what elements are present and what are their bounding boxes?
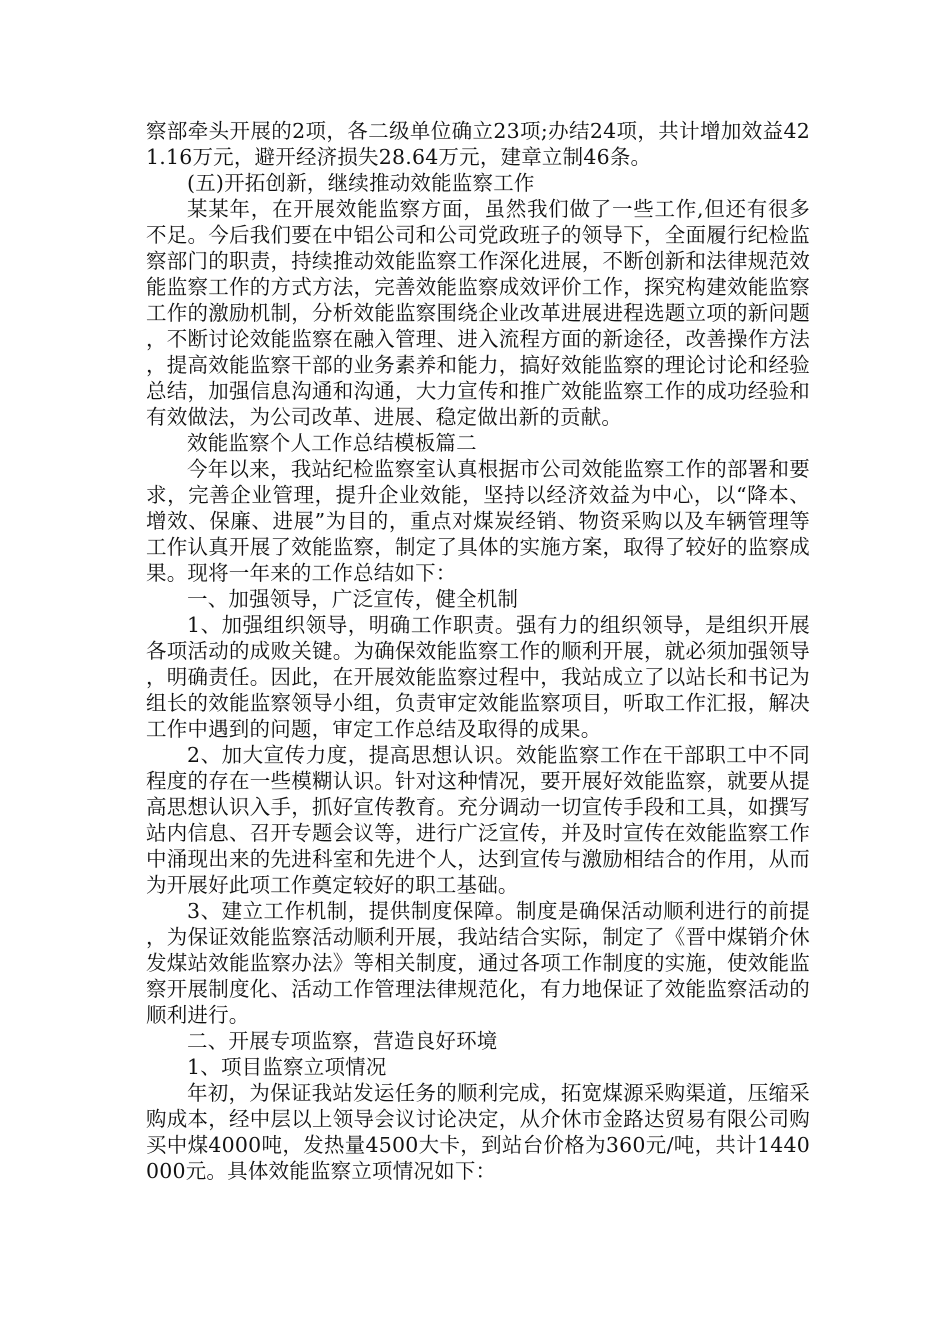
paragraph-item-1: 1、加强组织领导，明确工作职责。强有力的组织领导，是组织开展各项活动的成败关键。为确保效能监察工作的顺利开展，就必须加强领导，明确责任。因此，在开展效能监察过程中，我站成立了以站长和书记为组长的效能监察领导小组，负责审定效能监察项目，听取工作汇报，解决工作中遇到的问题，审定工作总结及取得的成果。 bbox=[146, 613, 810, 741]
paragraph-item-2: 2、加大宣传力度，提高思想认识。效能监察工作在干部职工中不同程度的存在一些模糊认识。针对这种情况，要开展好效能监察，就要从提高思想认识入手，抓好宣传教育。充分调动一切宣传手段和工具，如撰写站内信息、召开专题会议等，进行广泛宣传，并及时宣传在效能监察工作中涌现出来的先进科室和先进个人，达到宣传与激励相结合的作用，从而为开展好此项工作奠定较好的职工基础。 bbox=[146, 743, 810, 897]
section-heading-1: 一、加强领导，广泛宣传，健全机制 bbox=[187, 587, 519, 611]
paragraph-item-3: 3、建立工作机制，提供制度保障。制度是确保活动顺利进行的前提，为保证效能监察活动顺利开展，我站结合实际，制定了《晋中煤销介休发煤站效能监察办法》等相关制度，通过各项工作制度的实施，使效能监察开展制度化、活动工作管理法律规范化，有力地保证了效能监察活动的顺利进行。 bbox=[146, 899, 810, 1027]
paragraph-continuation: 察部牵头开展的2项，各二级单位确立23项;办结24项，共计增加效益421.16万元，避开经济损失28.64万元，建章立制46条。 bbox=[146, 119, 810, 169]
document-page bbox=[146, 118, 810, 1184]
section-heading-2: 二、开展专项监察，营造良好环境 bbox=[187, 1029, 498, 1053]
paragraph-intro: 今年以来，我站纪检监察室认真根据市公司效能监察工作的部署和要求，完善企业管理，提升企业效能，坚持以经济效益为中心，以“降本、增效、保廉、进展”为目的，重点对煤炭经销、物资采购以及车辆管理等工作认真开展了效能监察，制定了具体的实施方案，取得了较好的监察成果。现将一年来的工作总结如下： bbox=[146, 457, 810, 585]
subsection-heading-1: 1、项目监察立项情况 bbox=[187, 1055, 387, 1079]
paragraph-future-plan: 某某年，在开展效能监察方面，虽然我们做了一些工作,但还有很多不足。今后我们要在中铝公司和公司党政班子的领导下，全面履行纪检监察部门的职责，持续推动效能监察工作深化进展，不断创新和法律规范效能监察工作的方式方法，完善效能监察成效评价工作，探究构建效能监察工作的激励机制，分析效能监察围绕企业改革进展进程选题立项的新问题，不断讨论效能监察在融入管理、进入流程方面的新途径，改善操作方法，提高效能监察干部的业务素养和能力，搞好效能监察的理论讨论和经验总结，加强信息沟通和沟通，大力宣传和推广效能监察工作的成功经验和有效做法，为公司改革、进展、稳定做出新的贡献。 bbox=[146, 197, 810, 429]
template-title-2: 效能监察个人工作总结模板篇二 bbox=[187, 431, 477, 455]
section-heading-5: (五)开拓创新，继续推动效能监察工作 bbox=[187, 171, 535, 195]
paragraph-project-info: 年初，为保证我站发运任务的顺利完成，拓宽煤源采购渠道，压缩采购成本，经中层以上领导会议讨论决定，从介休市金路达贸易有限公司购买中煤4000吨，发热量4500大卡，到站台价格为360元/吨，共计1440000元。具体效能监察立项情况如下： bbox=[146, 1081, 810, 1183]
